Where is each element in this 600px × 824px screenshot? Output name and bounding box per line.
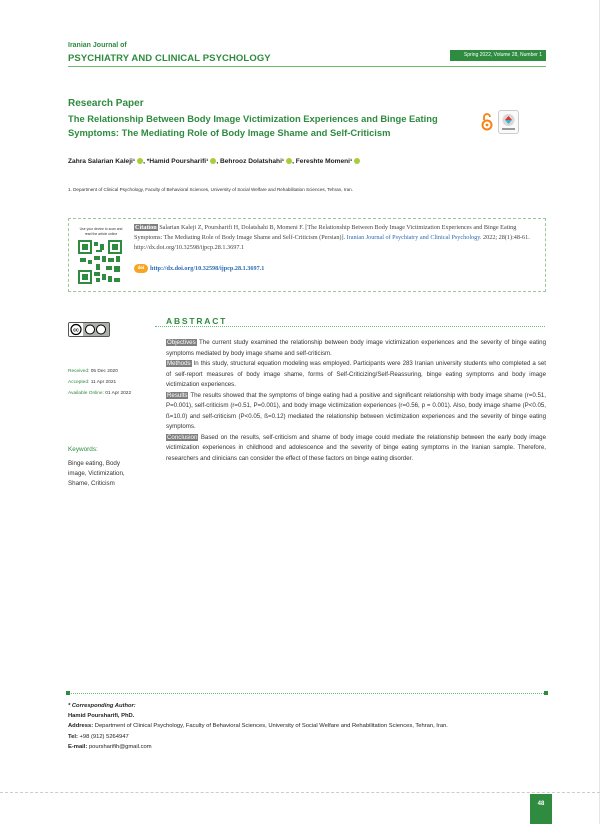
corresponding-name: Hamid Poursharifi, PhD. bbox=[68, 713, 135, 720]
citation-label: Citation bbox=[135, 224, 157, 231]
abstract-conclusion: Conclusion Based on the results, self-criticism and shame of body image could mediate the relationship between the early body image victimization experiences in childhood and adolescence and the severity of binge eating symptoms in the Iranian sample. Therefore, researchers and clinicians can consider the effect of these factors on binge eating disorder. bbox=[166, 433, 546, 462]
abstract-heading: ABSTRACT bbox=[166, 316, 228, 326]
article-type: Research Paper bbox=[68, 98, 144, 109]
qr-caption: Use your device to scan and read the article online bbox=[79, 227, 123, 236]
date-received: Received: 05 Dec 2020 bbox=[68, 369, 118, 374]
corresponding-author: * Corresponding Author: Hamid Poursharifi, PhD. Address: Department of Clinical Psychology, Faculty of Behavioral Sciences, University of Social Welfare and Rehabilitation Sciences, Tehran, Iran. Tel: +98 (912) 5264947 E-mail: poursharifih@gmail.com bbox=[68, 703, 448, 750]
page-number: 48 bbox=[530, 794, 552, 824]
rule-marker bbox=[544, 691, 548, 695]
orcid-icon[interactable] bbox=[286, 158, 292, 164]
author-3: Behrooz Dolatshahi¹ bbox=[219, 158, 285, 165]
doi-link[interactable]: http://dx.doi.org/10.32598/ijpcp.28.1.3697.1 bbox=[150, 264, 265, 272]
dates bbox=[68, 366, 131, 399]
author-2: *Hamid Poursharifi¹ bbox=[146, 158, 209, 165]
citation-text bbox=[134, 223, 538, 253]
abstract-rule bbox=[155, 326, 545, 327]
author-1: Zahra Salarian Kaleji¹ bbox=[68, 158, 136, 165]
orcid-icon[interactable] bbox=[137, 158, 143, 164]
abstract-results: Results The results showed that the symptoms of binge eating had a positive and significant relationship with body image shame (r=0.51, P=0.001), self-criticism (r=0.51, P=0.001), and body image victimization experiences (r=0.56, p = 0.001). Also, body image shame (P<0.05, ß=10.0) and self-criticism (P<0.05, ß=0.12) mediated the relationship between victimization experiences and the severity of binge eating symptoms. bbox=[166, 391, 546, 430]
qr-code-icon[interactable] bbox=[78, 240, 122, 284]
issue-badge: Spring 2022, Volume 28, Number 1 bbox=[450, 50, 546, 61]
corresponding-email[interactable]: poursharifih@gmail.com bbox=[88, 743, 152, 750]
open-access-icon bbox=[480, 113, 494, 131]
corresponding-heading: * Corresponding Author: bbox=[68, 703, 136, 709]
abstract-methods: Methods In this study, structural equation modeling was employed. Participants were 283 Iranian university students who completed a set of self-report measures of body image shame, forms of Self-Criticizing/Self-Reassuring, binge eating symptoms and body image victimization experiences. bbox=[166, 360, 546, 388]
corresponding-tel: +98 (912) 5264947 bbox=[79, 733, 129, 740]
creative-commons-icon[interactable] bbox=[68, 322, 110, 337]
header-rule bbox=[68, 66, 546, 67]
corresponding-address: Department of Clinical Psychology, Faculty of Behavioral Sciences, University of Social Welfare and Rehabilitation Sciences, Tehran, Iran. bbox=[94, 723, 448, 730]
journal-name: PSYCHIATRY AND CLINICAL PSYCHOLOGY bbox=[68, 53, 271, 64]
journal-name-small: Iranian Journal of bbox=[68, 42, 127, 49]
author-list: Zahra Salarian Kaleji¹ , *Hamid Poursharifi¹ , Behrooz Dolatshahi¹ , Fereshte Momeni¹ bbox=[68, 158, 360, 165]
crossmark-icon[interactable] bbox=[498, 110, 519, 134]
date-accepted: Accepted: 11 Apr 2021 bbox=[68, 380, 117, 385]
doi-icon: doi bbox=[134, 264, 148, 273]
bottom-rule bbox=[0, 792, 600, 793]
affiliation: 1. Department of Clinical Psychology, Faculty of Behavioral Sciences, University of Social Welfare and Rehabilitation Sciences, Tehran, Iran. bbox=[68, 187, 353, 192]
citation-body: Salarian Kaleji Z, Poursharifi H, Dolatshahi B, Momeni F. [The Relationship Between Body Image Victimization Experiences and Binge Eating Symptoms: The Mediating Role of Body Image Shame and Self-Criticism (Persian)]. bbox=[134, 224, 517, 241]
keywords-heading: Keywords: bbox=[68, 446, 98, 453]
doi-line bbox=[134, 264, 264, 273]
abstract-body bbox=[166, 338, 546, 464]
footer-rule bbox=[68, 693, 546, 694]
svg-text:cc: cc bbox=[73, 327, 79, 334]
author-4: Fereshte Momeni¹ bbox=[295, 158, 353, 165]
citation-details: 2022; 28(1):48-61. http://dx.doi.org/10.32598/ijpcp.28.1.3697.1 bbox=[134, 234, 530, 251]
citation-journal-link[interactable]: Iranian Journal of Psychiatry and Clinical Psychology. bbox=[346, 234, 482, 241]
abstract-objectives: Objectives The current study examined the relationship between body image victimization experiences and the severity of binge eating symptoms mediated by body image shame and self-criticism. bbox=[166, 339, 546, 357]
keywords: Binge eating, Body image, Victimization, Shame, Criticism bbox=[68, 460, 125, 487]
article-title: The Relationship Between Body Image Victimization Experiences and Binge Eating Symptoms: The Mediating Role of Body Image Shame and Self-Criticism bbox=[68, 113, 438, 138]
date-online: Available Online: 01 Apr 2022 bbox=[68, 391, 132, 396]
orcid-icon[interactable] bbox=[354, 158, 360, 164]
rule-marker bbox=[66, 691, 70, 695]
orcid-icon[interactable] bbox=[210, 158, 216, 164]
